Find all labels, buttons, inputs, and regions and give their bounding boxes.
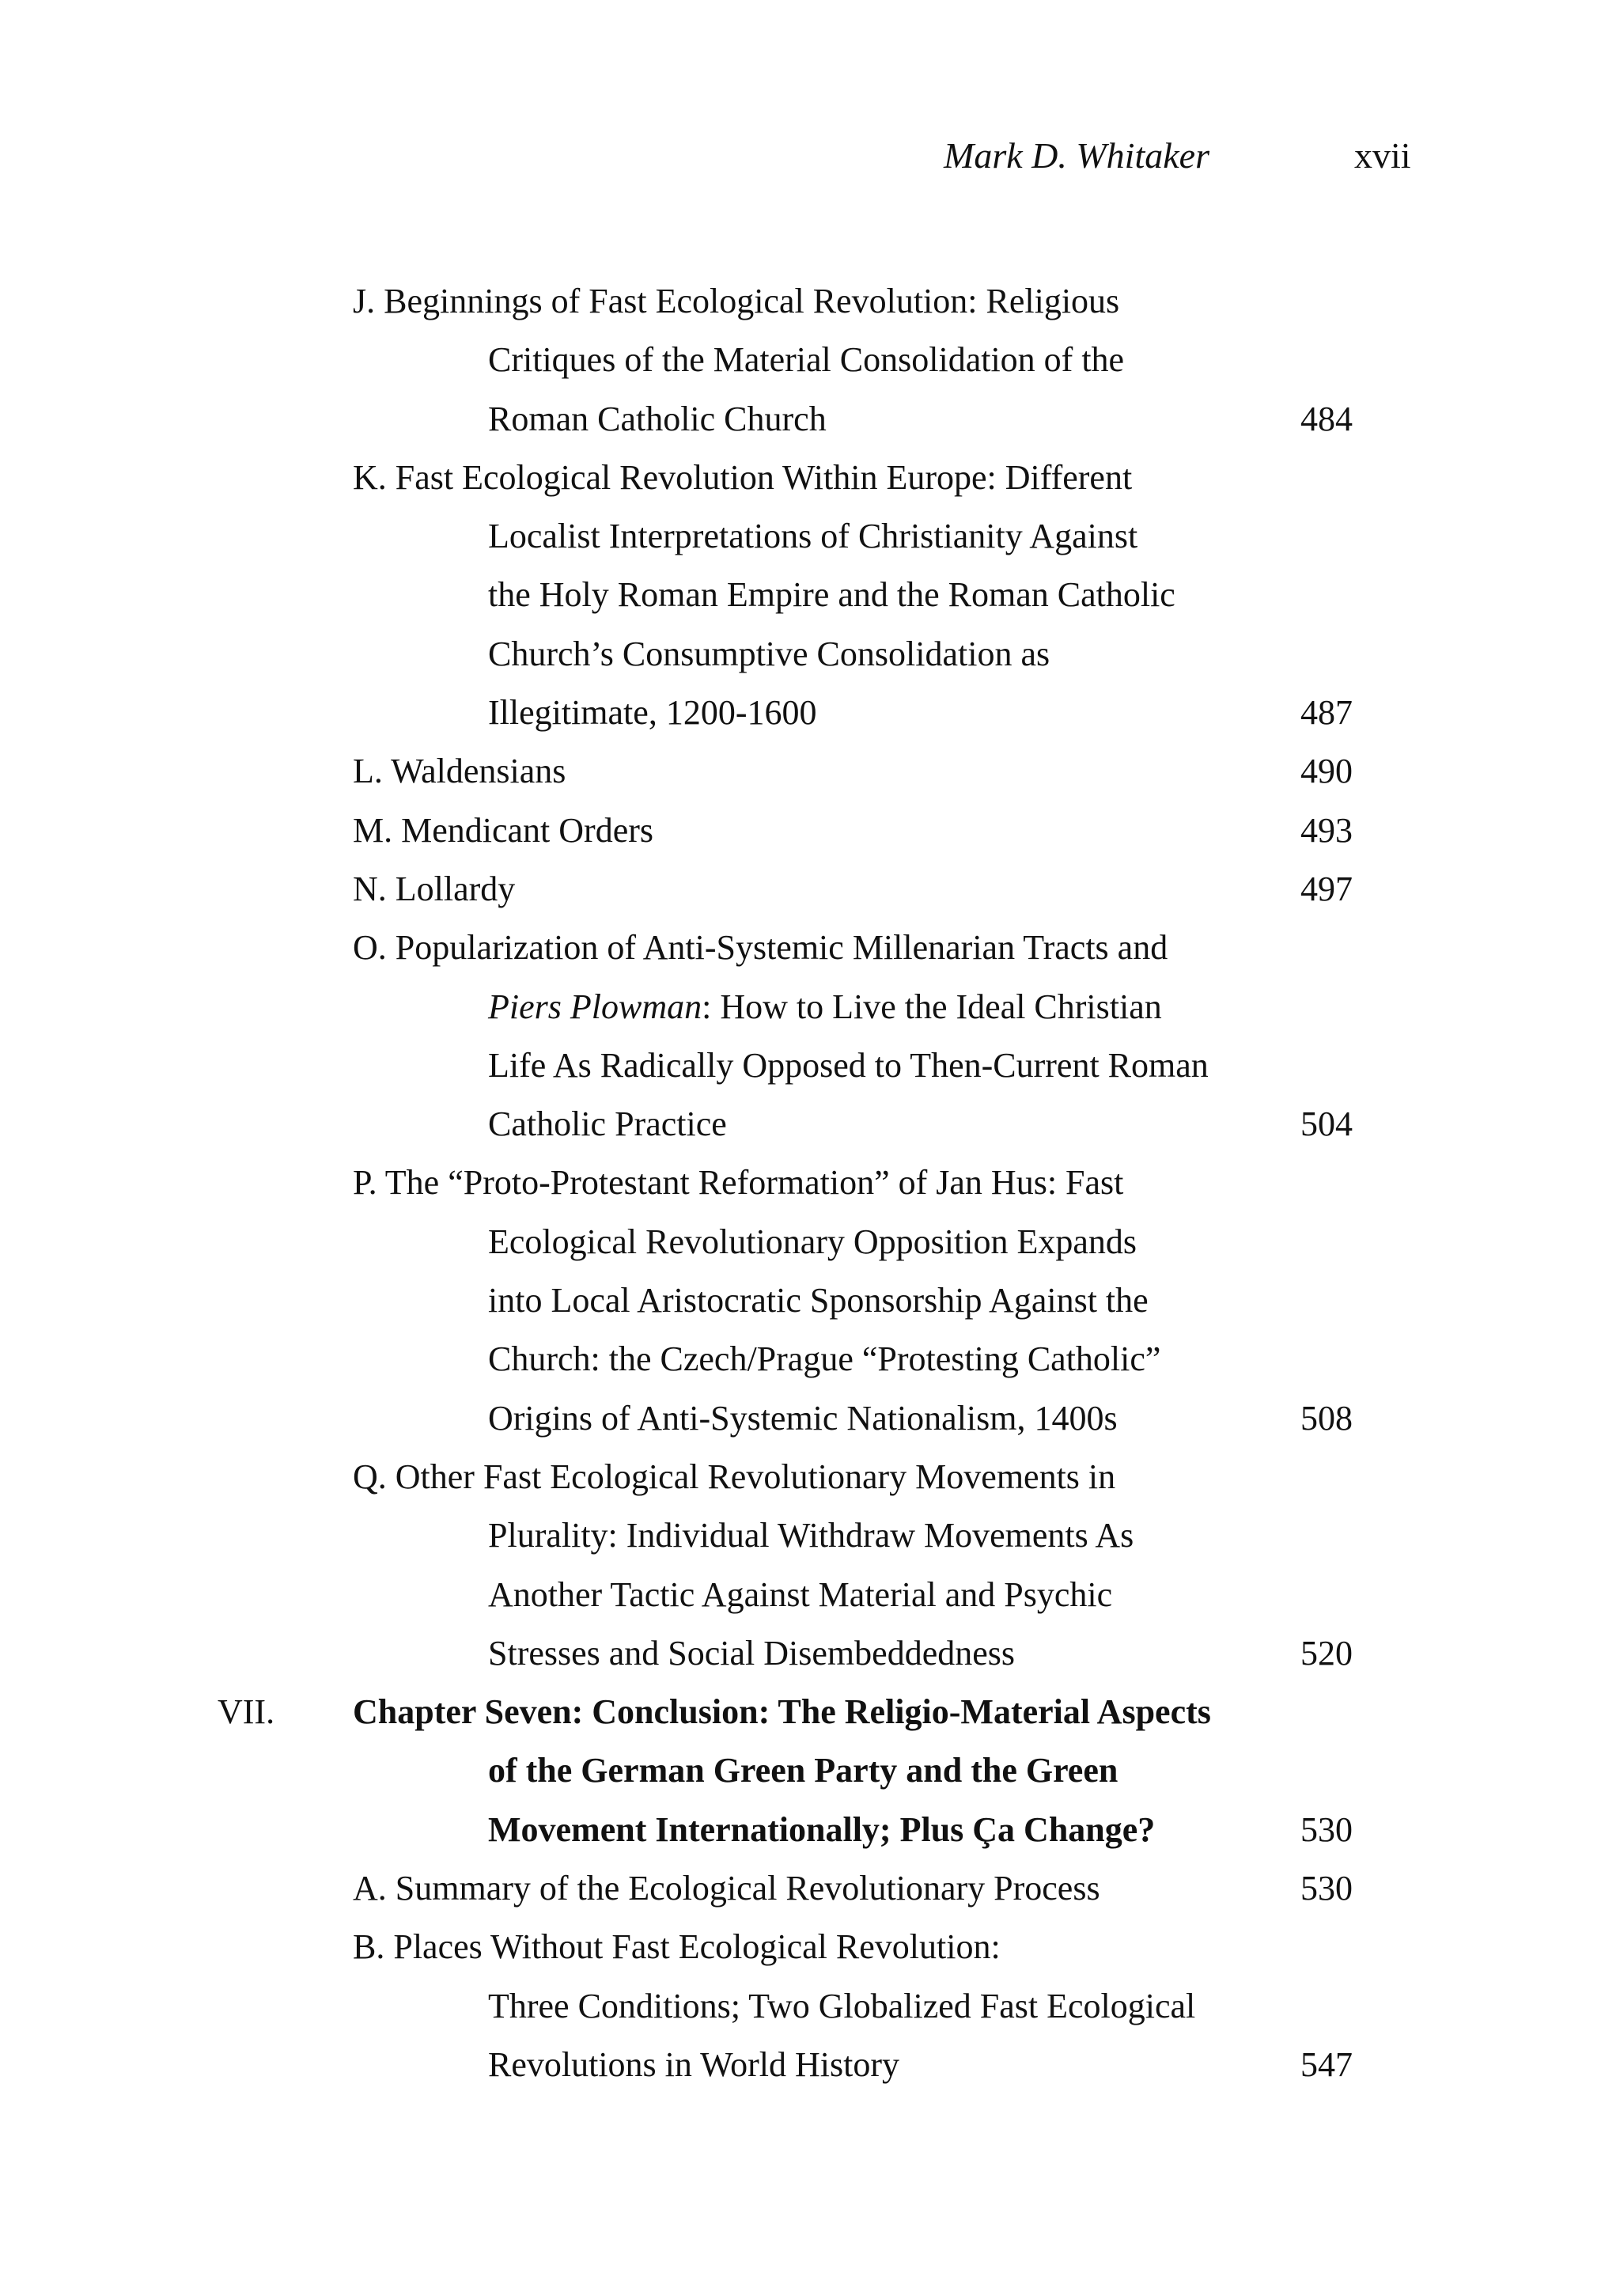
toc-entry-j[interactable] (0, 272, 1620, 449)
toc-entry-text: Three Conditions; Two Globalized Fast Ecological (488, 1986, 1196, 2025)
running-head-author: Mark D. Whitaker (944, 135, 1209, 176)
page-number: xvii (1354, 135, 1411, 176)
toc-entry-text: Critiques of the Material Consolidation of the (488, 340, 1125, 380)
toc-entry-text: Ecological Revolutionary Opposition Expands (488, 1222, 1137, 1261)
toc-entry-text: P. The “Proto-Protestant Reformation” of Jan Hus: Fast (353, 1163, 1124, 1203)
toc-entry-text-mixed (488, 978, 1162, 1036)
toc-page-number: 530 (1300, 1869, 1353, 1908)
toc-page-number: 487 (1300, 693, 1353, 733)
toc-entry-text: the Holy Roman Empire and the Roman Catholic (488, 575, 1175, 615)
chapter-title: of the German Green Party and the Green (488, 1751, 1118, 1790)
toc-page-number: 504 (1300, 1104, 1353, 1144)
toc-entry-a[interactable] (0, 1859, 1620, 1918)
toc-page-number: 493 (1300, 810, 1353, 850)
toc-entry-text: Q. Other Fast Ecological Revolutionary Movements in (353, 1457, 1116, 1496)
toc-entry-l[interactable] (0, 742, 1620, 801)
toc-entry-text: J. Beginnings of Fast Ecological Revolution: Religious (353, 282, 1120, 320)
toc-entry-text: N. Lollardy (353, 869, 516, 908)
toc-entry-text: L. Waldensians (353, 752, 566, 791)
toc-entry-text: Life As Radically Opposed to Then-Current Roman (488, 1045, 1209, 1085)
table-of-contents (0, 272, 1620, 2094)
chapter-title: Chapter Seven: Conclusion: The Religio-Material Aspects (353, 1692, 1211, 1732)
toc-entry-m[interactable] (0, 801, 1620, 860)
toc-entry-text: K. Fast Ecological Revolution Within Europe: Different (353, 457, 1133, 497)
toc-entry-q[interactable] (0, 1448, 1620, 1683)
toc-chapter-seven[interactable] (0, 1683, 1620, 1859)
toc-entry-p[interactable] (0, 1154, 1620, 1447)
toc-entry-text: Plurality: Individual Withdraw Movements As (488, 1516, 1134, 1555)
toc-entry-text: Illegitimate, 1200-1600 (488, 693, 817, 733)
toc-entry-text: O. Popularization of Anti-Systemic Millenarian Tracts and (353, 928, 1168, 968)
toc-page-number: 508 (1300, 1398, 1353, 1438)
toc-entry-n[interactable] (0, 860, 1620, 919)
toc-entry-o[interactable] (0, 919, 1620, 1154)
toc-entry-text: into Local Aristocratic Sponsorship Against the (488, 1281, 1149, 1320)
toc-page-number: 547 (1300, 2044, 1353, 2084)
toc-entry-text: Stresses and Social Disembeddedness (488, 1633, 1015, 1673)
toc-entry-text: Localist Interpretations of Christianity Against (488, 517, 1138, 556)
chapter-number: VII. (218, 1692, 275, 1732)
toc-page-number: 484 (1300, 399, 1353, 438)
toc-entry-text: Roman Catholic Church (488, 399, 827, 438)
toc-entry-text: Church: the Czech/Prague “Protesting Catholic” (488, 1339, 1161, 1379)
toc-entry-text: Church’s Consumptive Consolidation as (488, 634, 1050, 673)
toc-page-number: 520 (1300, 1633, 1353, 1673)
toc-entry-text: Catholic Practice (488, 1104, 727, 1144)
toc-entry-text: A. Summary of the Ecological Revolutionary Process (353, 1869, 1100, 1908)
toc-page-number: 490 (1300, 752, 1353, 791)
chapter-title: Movement Internationally; Plus Ça Change? (488, 1809, 1156, 1849)
toc-page-number: 497 (1300, 869, 1353, 908)
toc-entry-text: B. Places Without Fast Ecological Revolution: (353, 1927, 1001, 1967)
toc-entry-text: Another Tactic Against Material and Psychic (488, 1574, 1113, 1614)
work-title: Piers Plowman (488, 987, 702, 1026)
toc-entry-k[interactable] (0, 449, 1620, 742)
toc-entry-text: Origins of Anti-Systemic Nationalism, 1400s (488, 1398, 1118, 1438)
toc-entry-b[interactable] (0, 1918, 1620, 2094)
toc-entry-text: : How to Live the Ideal Christian (702, 987, 1162, 1026)
toc-page-number: 530 (1300, 1809, 1353, 1849)
toc-entry-text: Revolutions in World History (488, 2044, 899, 2084)
running-head (0, 135, 1620, 182)
toc-entry-text: M. Mendicant Orders (353, 810, 654, 850)
